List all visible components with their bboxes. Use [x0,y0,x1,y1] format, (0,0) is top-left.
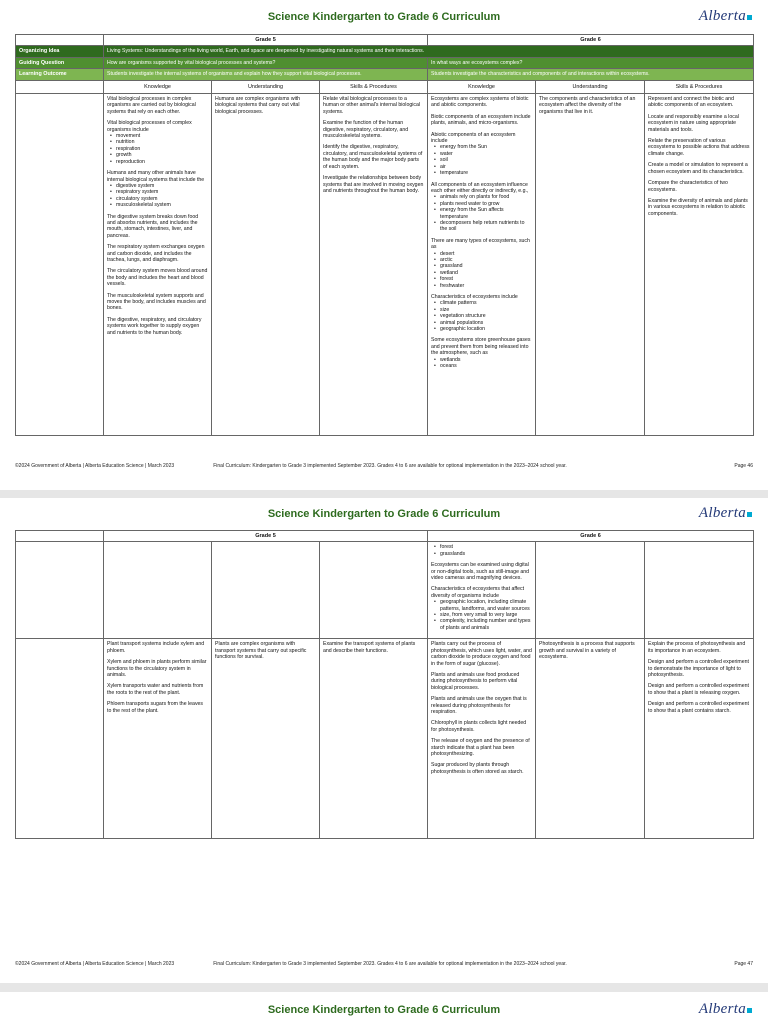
cell-paragraph: Create a model or simulation to represent a chosen ecosystem and its characteristics. [648,162,748,175]
cell-paragraph: Plants and animals use food produced during photosynthesis to perform vital biological processes. [431,671,520,691]
blank-header-cell [16,531,104,542]
bullet-item: • circulatory system [116,196,208,202]
blank-row-label [16,639,104,839]
bullet-item: • plants need water to grow [440,201,532,207]
grade5-header: Grade 5 [104,35,428,46]
bullet-item: • water [440,151,532,157]
g6-understanding-cell [536,94,645,436]
subheader-g6-understanding: Understanding [536,80,645,93]
bullet-list [107,183,208,209]
g6-knowledge-continued-cell [428,542,536,639]
learning-outcome-g5: Students investigate the internal systems of organisms and explain how they support vital biological processes. [104,69,428,80]
bullet-list [107,133,208,165]
cell-paragraph: Xylem and phloem in plants perform similar functions to the circulatory system in animals. [107,659,207,678]
cell-paragraph: Characteristics of ecosystems include [431,294,518,300]
blank-cell [536,542,645,639]
cell-paragraph: The respiratory system exchanges oxygen and carbon dioxide, and includes the trachea, lungs, and diaphragm. [107,244,205,263]
cell-paragraph: Vital biological processes in complex organisms are carried out by biological systems that rely on each other. [107,96,196,115]
cell-paragraph: Represent and connect the biotic and abiotic components of an ecosystem. [648,96,734,109]
bullet-item: • energy from the Sun [440,144,532,150]
g6-knowledge-cell [428,94,536,436]
bullet-item: • arctic [440,257,532,263]
bullet-item: • temperature [440,170,532,176]
footer-note: Final Curriculum: Kindergarten to Grade 3 implemented September 2023. Grades 4 to 6 are available for optional implementation in the 2023–2024 school year. [213,463,567,469]
g6-skills-cell [645,94,754,436]
cell-paragraph: Chlorophyll in plants collects light needed for photosynthesis. [431,720,527,733]
logo-square-icon [747,15,752,20]
page-47 [0,498,768,983]
cell-paragraph: Examine the transport systems of plants and describe their functions. [323,641,416,654]
footer-note: Final Curriculum: Kindergarten to Grade 3 implemented September 2023. Grades 4 to 6 are available for optional implementation in the 2023–2024 school year. [213,961,567,967]
cell-paragraph: Xylem transports water and nutrients from the roots to the rest of the plant. [107,683,204,696]
bullet-item: • climate patterns [440,300,532,306]
cell-paragraph: Humans are complex organisms with biological systems that carry out vital biological processes. [215,96,301,115]
bullet-item: • nutrition [116,139,208,145]
cell-paragraph: Sugar produced by plants through photosynthesis is often stored as starch. [431,762,524,775]
bullet-item: • geographic location [440,326,532,332]
cell-paragraph: Investigate the relationships between body systems that are involved in moving oxygen and nutrients throughout the human body. [323,175,424,194]
cell-paragraph: Explain the process of photosynthesis and its importance in an ecosystem. [648,641,746,654]
cell-paragraph: The components and characteristics of an ecosystem affect the diversity of the organisms that live in it. [539,96,636,115]
bullet-item: • respiratory system [116,189,208,195]
cell-paragraph: Examine the function of the human digestive, respiratory, circulatory, and musculoskeletal systems. [323,120,409,140]
cell-paragraph: Characteristics of ecosystems that affect diversity of organisms include [431,586,525,599]
bullet-item: • digestive system [116,183,208,189]
grade5-header: Grade 5 [104,531,428,542]
g6-skills-cell [645,639,754,839]
bullet-item: • grasslands [440,551,532,557]
cell-paragraph: Plants are complex organisms with transport systems that carry out specific functions for survival. [215,641,307,661]
guiding-question-g5: How are organisms supported by vital biological processes and systems? [104,57,428,68]
bullet-item: • growth [116,152,208,158]
bullet-item: • grassland [440,263,532,269]
bullet-item: • animal populations [440,320,532,326]
subheader-g5-skills: Skills & Procedures [320,80,428,93]
g5-understanding-cell [212,639,320,839]
cell-paragraph: Plants carry out the process of photosynthesis, which uses light, water, and carbon dioxide to produce oxygen and food in the form of sugar (glucose). [431,641,532,667]
cell-paragraph: There are many types of ecosystems, such as [431,237,530,251]
bullet-item: • desert [440,251,532,257]
learning-outcome-g6: Students investigate the characteristics and components of and interactions within ecosystems. [428,69,754,80]
bullet-list [431,144,532,176]
cell-paragraph: Vital biological processes of complex organisms include [107,120,192,133]
blank-subheader-cell [16,80,104,93]
bullet-list [431,357,532,370]
logo-square-icon [747,1008,752,1013]
learning-outcome-label: Learning Outcome [16,69,104,80]
cell-paragraph: The digestive system breaks down food and absorbs nutrients, and includes the mouth, stomach, intestines, liver, and pancreas. [107,213,199,239]
cell-paragraph: Examine the diversity of animals and plants in various ecosystems in relation to abiotic components. [648,197,748,217]
page-number: Page 46 [734,463,753,469]
blank-row-label [16,94,104,436]
subheader-g6-skills: Skills & Procedures [645,80,754,93]
g5-skills-cell [320,94,428,436]
cell-paragraph: All components of an ecosystem influence each other either directly or indirectly, e.g., [431,181,529,194]
cell-paragraph: Design and perform a controlled experiment to show that a plant contains starch. [648,701,749,714]
cell-paragraph: Ecosystems can be examined using digital or non-digital tools, such as still-image and video cameras and magnifying devices. [431,562,530,582]
organizing-idea-text: Living Systems: Understandings of the living world, Earth, and space are deepened by investigating natural systems and their interactions. [104,46,754,57]
bullet-item: • size, from very small to very large [440,612,532,618]
guiding-question-g6: In what ways are ecosystems complex? [428,57,754,68]
g6-knowledge-cell [428,639,536,839]
cell-paragraph: Design and perform a controlled experiment to demonstrate the importance of light to photosynthesis. [648,659,749,678]
alberta-logo: Alberta [699,8,752,25]
grade6-header: Grade 6 [428,35,754,46]
alberta-logo: Alberta [699,505,752,522]
cell-paragraph: The circulatory system moves blood around the body and includes the heart and blood vessels. [107,268,208,288]
cell-paragraph: The musculoskeletal system supports and moves the body, and includes muscles and bones. [107,292,206,312]
blank-cell [212,542,320,639]
page-48-partial [0,992,768,1024]
cell-paragraph: The digestive, respiratory, and circulatory systems work together to supply oxygen and nutrients to the human body. [107,316,202,336]
logo-square-icon [747,512,752,517]
blank-cell [104,542,212,639]
cell-paragraph: Photosynthesis is a process that supports growth and survival in a variety of ecosystems. [539,641,635,661]
bullet-item: • energy from the Sun affects temperature [440,207,532,220]
cell-paragraph: Relate vital biological processes to a human or other animal's internal biological systems. [323,96,421,115]
bullet-list [431,300,532,332]
bullet-item: • vegetation structure [440,313,532,319]
bullet-item: • forest [440,276,532,282]
cell-paragraph: Plant transport systems include xylem and phloem. [107,641,205,654]
cell-paragraph: Humans and many other animals have internal biological systems that include the [107,170,205,183]
page-title: Science Kindergarten to Grade 6 Curriculum [267,1004,501,1016]
grade6-header: Grade 6 [428,531,754,542]
bullet-list [431,194,532,232]
footer-copyright: ©2024 Government of Alberta | Alberta Education Science | March 2023 [15,961,175,967]
curriculum-table [15,530,754,839]
guiding-question-label: Guiding Question [16,57,104,68]
bullet-item: • wetlands [440,357,532,363]
page-title: Science Kindergarten to Grade 6 Curriculum [267,11,501,23]
subheader-g5-understanding: Understanding [212,80,320,93]
bullet-item: • air [440,164,532,170]
page-46 [0,0,768,490]
bullet-list [431,251,532,289]
blank-header-cell [16,35,104,46]
cell-paragraph: Phloem transports sugars from the leaves to the rest of the plant. [107,701,204,714]
cell-paragraph: Compare the characteristics of two ecosystems. [648,180,728,193]
bullet-list [431,544,532,557]
cell-paragraph: Locate and responsibly examine a local ecosystem in nature using appropriate materials and tools. [648,113,739,133]
blank-cell [645,542,754,639]
page-number: Page 47 [734,961,753,967]
bullet-item: • decomposers help return nutrients to the soil [440,220,532,233]
organizing-idea-label: Organizing Idea [16,46,104,57]
bullet-item: • geographic location, including climate patterns, landforms, and water sources [440,599,532,612]
subheader-g6-knowledge: Knowledge [428,80,536,93]
alberta-logo: Alberta [699,1001,752,1018]
bullet-item: • wetland [440,270,532,276]
bullet-item: • forest [440,544,532,550]
bullet-item: • soil [440,157,532,163]
g5-knowledge-cell [104,639,212,839]
bullet-item: • musculoskeletal system [116,202,208,208]
curriculum-table [15,34,754,436]
bullet-item: • freshwater [440,283,532,289]
cell-paragraph: Abiotic components of an ecosystem include [431,131,516,145]
blank-cell [16,542,104,639]
g5-knowledge-cell [104,94,212,436]
blank-cell [320,542,428,639]
cell-paragraph: Relate the preservation of various ecosystems to possible actions that address climate change. [648,138,750,157]
cell-paragraph: Ecosystems are complex systems of biotic and abiotic components. [431,96,529,109]
cell-paragraph: The release of oxygen and the presence of starch indicate that a plant has been photosynthesizing. [431,738,530,757]
subheader-g5-knowledge: Knowledge [104,80,212,93]
footer-copyright: ©2024 Government of Alberta | Alberta Education Science | March 2023 [15,463,175,469]
cell-paragraph: Identify the digestive, respiratory, circulatory, and musculoskeletal systems of the human body and the major body parts of each system. [323,144,423,170]
cell-paragraph: Design and perform a controlled experiment to show that a plant is releasing oxygen. [648,683,749,696]
cell-paragraph: Plants and animals use the oxygen that is released during photosynthesis for respiration. [431,696,527,715]
bullet-list [431,599,532,631]
bullet-item: • movement [116,133,208,139]
g5-understanding-cell [212,94,320,436]
bullet-item: • oceans [440,363,532,369]
bullet-item: • animals rely on plants for food [440,194,532,200]
cell-paragraph: Biotic components of an ecosystem include plants, animals, and micro-organisms. [431,113,531,127]
cell-paragraph: Some ecosystems store greenhouse gases and prevent them from being released into the atmosphere, such as [431,337,531,357]
bullet-item: • complexity, including number and types of plants and animals [440,618,532,631]
page-title: Science Kindergarten to Grade 6 Curriculum [267,508,501,520]
g5-skills-cell [320,639,428,839]
bullet-item: • respiration [116,146,208,152]
bullet-item: • size [440,307,532,313]
g6-understanding-cell [536,639,645,839]
bullet-item: • reproduction [116,159,208,165]
